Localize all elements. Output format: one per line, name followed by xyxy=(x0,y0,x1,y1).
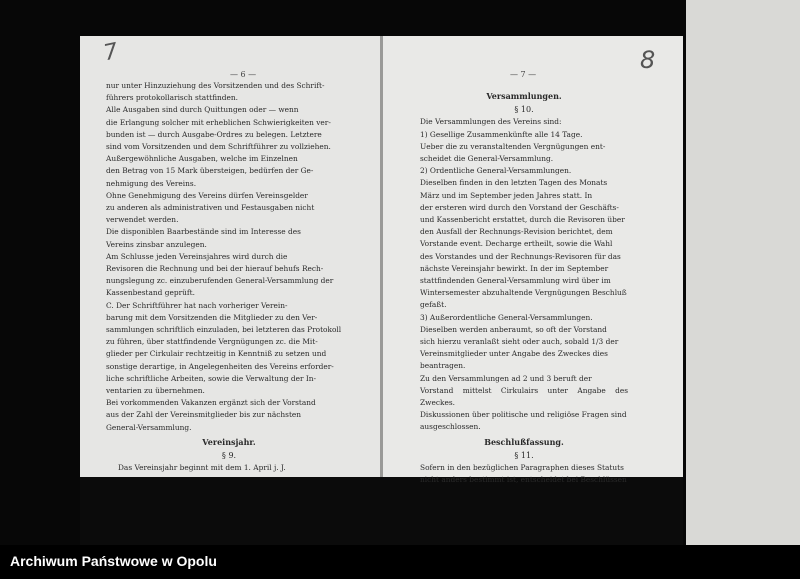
text-line: den Betrag von 15 Mark übersteigen, bedürfen der Ge- xyxy=(106,166,314,176)
text-line: sind vom Vorsitzenden und dem Schriftführer zu vollziehen. xyxy=(106,142,331,152)
text-line: Die Versammlungen des Vereins sind: xyxy=(420,117,562,127)
right-heading-2: Beschlußfassung. xyxy=(484,436,564,447)
left-section-text: Das Vereinsjahr beginnt mit dem 1. April j. J. xyxy=(118,463,286,473)
text-line: die Erlangung solcher mit erheblichen Schwierigkeiten ver- xyxy=(106,117,331,127)
left-heading: Vereinsjahr. xyxy=(202,436,256,447)
text-line: aus der Zahl der Vereinsmitglieder bis zur nächsten xyxy=(106,410,302,420)
text-line: Vereins zinsbar anzulegen. xyxy=(106,239,207,249)
text-line: nehmigung des Vereins. xyxy=(106,178,197,188)
left-section: § 9. xyxy=(221,451,237,461)
text-line: und Kassenbericht erstattet, durch die Revisoren über xyxy=(420,215,625,225)
right-body xyxy=(420,116,628,433)
text-line: Vorstande event. Decharge ertheilt, sowie die Wahl xyxy=(420,239,613,249)
text-line: beantragen. xyxy=(420,361,466,371)
text-line: Diskussionen über politische und religiöse Fragen sind xyxy=(420,410,627,420)
right-heading: Versammlungen. xyxy=(486,91,562,101)
text-line: der ersteren wird durch den Vorstand der Geschäfts- xyxy=(420,202,619,212)
text-line: nächste Vereinsjahr bewirkt. In der im September xyxy=(420,263,609,273)
text-line: sammlungen schriftlich einzuladen, bei letzteren das Protokoll xyxy=(106,325,342,335)
text-line: 2) Ordentliche General-Versammlungen. xyxy=(420,166,572,176)
text-line: März und im September jeden Jahres statt. In xyxy=(420,190,593,200)
text-line: Zu den Versammlungen ad 2 und 3 beruft der xyxy=(420,373,592,383)
text-line: glieder per Cirkulair rechtzeitig in Kenntniß zu setzen und xyxy=(106,349,327,359)
text-line: Dieselben werden anberaumt, so oft der Vorstand xyxy=(420,324,607,334)
left-page-number: — 6 — xyxy=(230,70,257,79)
left-page-text xyxy=(106,80,352,475)
text-line: Ohne Genehmigung des Vereins dürfen Vereinsgelder xyxy=(106,190,308,200)
text-line: Revisoren die Rechnung und bei der hierauf behufs Rech- xyxy=(106,264,324,274)
left-body xyxy=(106,80,352,434)
text-line: Am Schlusse jeden Vereinsjahres wird durch die xyxy=(106,251,288,261)
text-line: zu anderen als administrativen und Festausgaben nicht xyxy=(106,203,315,213)
adjacent-sheet-edge xyxy=(686,0,800,545)
text-line: Sofern in den bezüglichen Paragraphen dieses Statuts xyxy=(420,463,624,473)
text-line: Bei vorkommenden Vakanzen ergänzt sich der Vorstand xyxy=(106,398,316,408)
text-line: sonstige derartige, in Angelegenheiten des Vereins erforder- xyxy=(106,361,334,371)
text-line: gefaßt. xyxy=(420,300,447,310)
archive-label: Archiwum Państwowe w Opolu xyxy=(10,553,217,569)
text-line: 3) Außerordentliche General-Versammlungen. xyxy=(420,312,593,322)
right-page-text xyxy=(420,88,628,487)
right-handwritten-number: 8 xyxy=(640,46,656,74)
text-line: General-Versammlung. xyxy=(106,422,192,432)
text-line: Ueber die zu veranstaltenden Vergnügungen ent- xyxy=(420,141,606,151)
text-line: 1) Gesellige Zusammenkünfte alle 14 Tage. xyxy=(420,129,583,139)
text-line: Alle Ausgaben sind durch Quittungen oder — wenn xyxy=(106,105,299,115)
text-line: Wintersemester abzuhaltende Vergnügungen Beschluß xyxy=(420,288,627,298)
text-line: ausgeschlossen. xyxy=(420,422,481,432)
text-line: verwendet werden. xyxy=(106,215,179,225)
dark-strip xyxy=(80,477,683,545)
text-line: führers protokollarisch stattfinden. xyxy=(106,93,238,103)
text-line: C. Der Schriftführer hat nach vorheriger Verein- xyxy=(106,300,288,310)
right-section-2: § 11. xyxy=(514,450,534,460)
text-line: sich hierzu veranlaßt sieht oder auch, sobald 1/3 der xyxy=(420,337,619,347)
text-line: Vorstand mittelst Cirkulairs unter Angabe des Zweckes. xyxy=(420,385,628,408)
text-line: stattfindenden General-Versammlung wird über im xyxy=(420,276,611,286)
text-line: scheidet die General-Versammlung. xyxy=(420,154,554,164)
text-line: des Vorstandes und der Rechnungs-Revisoren für das xyxy=(420,251,621,261)
text-line: nur unter Hinzuziehung des Vorsitzenden und des Schrift- xyxy=(106,81,325,90)
text-line: den Ausfall der Rechnungs-Revision berichtet, dem xyxy=(420,227,613,237)
left-handwritten-number: 7 xyxy=(101,38,121,67)
text-line: Die disponiblen Baarbestände sind im Interesse des xyxy=(106,227,301,237)
text-line: Kassenbestand geprüft. xyxy=(106,288,195,298)
right-section: § 10. xyxy=(514,105,534,115)
text-line: nicht anders bestimmt ist, entscheidet bei Beschlüssen xyxy=(420,475,627,485)
text-line: barung mit dem Vorsitzenden die Mitglieder zu den Ver- xyxy=(106,312,318,322)
text-line: liche schriftliche Arbeiten, sowie die Verwaltung der In- xyxy=(106,373,317,383)
text-line: Vereinsmitglieder unter Angabe des Zweckes dies xyxy=(420,349,608,359)
right-page-number: — 7 — xyxy=(510,70,537,79)
text-line: bunden ist — durch Ausgabe-Ordres zu belegen. Letztere xyxy=(106,129,322,139)
text-line: zu führen, über stattfindende Vergnügungen zc. die Mit- xyxy=(106,337,318,347)
text-line: nungslegung zc. einzuberufenden General-Versammlung der xyxy=(106,276,334,286)
text-line: Außergewöhnliche Ausgaben, welche im Einzelnen xyxy=(106,154,298,164)
right-body-2 xyxy=(420,462,628,486)
text-line: ventarien zu übernehmen. xyxy=(106,386,205,396)
text-line: Dieselben finden in den letzten Tagen des Monats xyxy=(420,178,608,188)
